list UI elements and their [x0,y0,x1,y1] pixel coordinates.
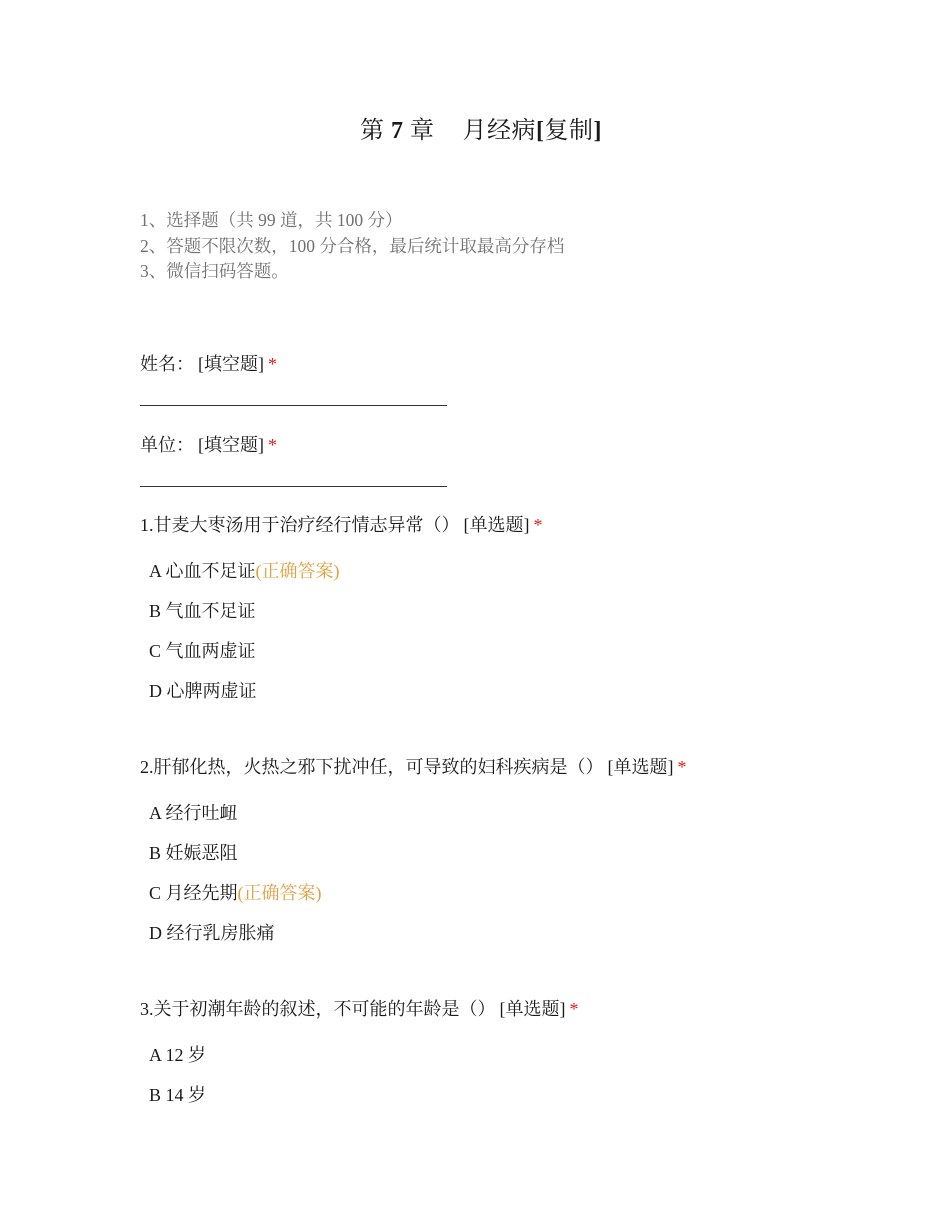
instruction-line: 2、答题不限次数，100 分合格，最后统计取最高分存档 [140,235,565,256]
question-2 [140,753,687,779]
correct-answer-mark: (正确答案) [237,883,322,903]
name-input-line[interactable] [140,405,447,406]
q2-option-c[interactable] [149,879,322,905]
q1-option-b[interactable] [149,597,256,623]
required-asterisk: * [533,515,543,535]
title-prefix: 第 [360,118,385,144]
field-label-text: 姓名： [140,354,194,374]
question-type-tag: [单选题] [607,757,674,777]
question-text: 2.肝郁化热，火热之邪下扰冲任，可导致的妇科疾病是（） [140,757,604,777]
option-letter: B [149,843,162,863]
question-text: 3.关于初潮年龄的叙述，不可能的年龄是（） [140,999,496,1019]
option-letter: A [149,803,162,823]
option-text: 月经先期 [165,883,238,903]
q2-option-a[interactable] [149,799,238,825]
option-text: 妊娠恶阻 [165,843,238,863]
option-text: 12 岁 [165,1045,207,1065]
q1-option-c[interactable] [149,637,256,663]
option-text: 气血两虚证 [165,641,256,661]
instruction-line: 1、选择题（共 99 道，共 100 分） [140,210,403,230]
option-letter: B [149,1085,162,1105]
option-text: 气血不足证 [165,601,256,621]
question-1 [140,511,543,537]
field-label-text: 单位： [140,435,194,455]
unit-field-label [140,431,277,457]
title-bracket-open: [ [536,118,545,144]
q3-option-a[interactable] [149,1041,206,1067]
required-asterisk: * [569,999,579,1019]
option-letter: C [149,883,162,903]
option-letter: B [149,601,162,621]
question-text: 1.甘麦大枣汤用于治疗经行情志异常（） [140,515,460,535]
q2-option-b[interactable] [149,839,238,865]
option-letter: D [149,681,162,701]
option-text: 14 岁 [165,1085,207,1105]
title-copy-label: 复制 [544,118,594,144]
required-asterisk: * [268,354,277,374]
option-letter: A [149,1045,162,1065]
title-chapter-number: 7 [391,118,404,144]
unit-input-line[interactable] [140,486,447,487]
q1-option-d[interactable] [149,677,257,703]
option-text: 经行吐衄 [165,803,238,823]
instruction-line: 3、微信扫码答题。 [140,261,289,281]
option-letter: D [149,923,162,943]
required-asterisk: * [677,757,687,777]
option-text: 心血不足证 [165,561,256,581]
option-letter: A [149,561,162,581]
field-type-tag: [填空题] [198,435,264,455]
instructions [140,208,564,285]
q3-option-b[interactable] [149,1081,206,1107]
q2-option-d[interactable] [149,919,275,945]
option-text: 心脾两虚证 [166,681,257,701]
title-chapter-word: 章 [410,118,435,144]
field-type-tag: [填空题] [198,354,264,374]
page-title [0,110,950,145]
option-text: 经行乳房胀痛 [166,923,275,943]
question-3 [140,995,579,1021]
name-field-label [140,350,277,376]
option-letter: C [149,641,162,661]
required-asterisk: * [268,435,277,455]
correct-answer-mark: (正确答案) [255,561,340,581]
question-type-tag: [单选题] [499,999,566,1019]
question-type-tag: [单选题] [463,515,530,535]
q1-option-a[interactable] [149,557,340,583]
title-name: 月经病 [462,118,536,144]
title-bracket-close: ] [593,118,602,144]
